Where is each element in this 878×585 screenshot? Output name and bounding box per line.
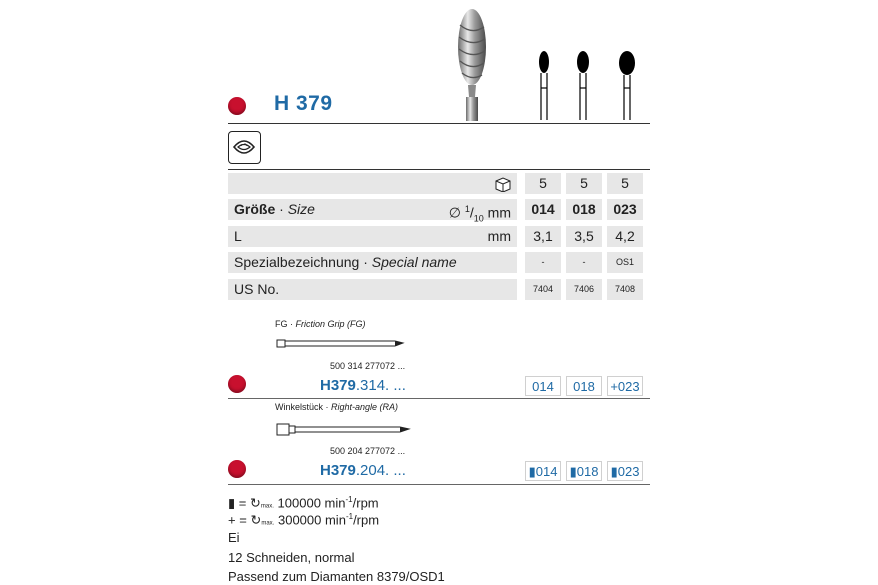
ra-shank-drawing-icon — [275, 419, 415, 439]
special-name-014: - — [525, 252, 561, 273]
fg-shank-drawing-icon — [275, 333, 405, 353]
length-row — [228, 226, 517, 247]
variant-fg-shank-label: FG · Friction Grip (FG) — [275, 319, 366, 329]
rotation-icon: ↻ — [250, 512, 262, 528]
special-name-row: Spezialbezeichnung · Special name — [228, 252, 517, 273]
rotation-icon: ↻ — [250, 495, 261, 511]
note-shape: Ei — [228, 530, 240, 545]
variant-fg-ref: 500 314 277072 ... — [330, 361, 406, 371]
package-qty-023: 5 — [607, 173, 643, 194]
length-value-014: 3,1 — [525, 226, 561, 247]
application-icon-box — [228, 131, 261, 164]
variant-fg-divider — [228, 398, 650, 399]
variant-fg-option-023[interactable]: +023 — [607, 376, 643, 396]
header-divider — [228, 123, 650, 124]
red-indicator-dot — [228, 97, 246, 115]
legend-speed-2: + = ↻max. 300000 $\min^{-1}$/rpm — [228, 512, 380, 528]
variant-fg-code: H379.314. ... — [320, 377, 406, 394]
length-value-018: 3,5 — [566, 226, 602, 247]
us-no-row — [228, 279, 517, 300]
size-value-018: 018 — [566, 199, 602, 220]
variant-ra-ref: 500 204 277072 ... — [330, 446, 406, 456]
special-name-label-de: Spezialbezeichnung — [234, 254, 360, 270]
icon-divider — [228, 169, 650, 170]
silhouette-023-icon — [614, 48, 640, 120]
us-no-label: US No. — [234, 281, 280, 297]
variant-fg-option-018[interactable]: 018 — [566, 376, 602, 396]
length-unit: mm — [487, 228, 511, 244]
length-value-023: 4,2 — [607, 226, 643, 247]
size-value-023: 023 — [607, 199, 643, 220]
size-label-en: Size — [287, 201, 315, 217]
us-no-018: 7406 — [566, 279, 602, 300]
special-name-018: - — [566, 252, 602, 273]
variant-fg-dot — [228, 375, 246, 393]
us-no-023: 7408 — [607, 279, 643, 300]
package-qty-018: 5 — [566, 173, 602, 194]
note-matching-diamond: Passend zum Diamanten 8379/OSD1 — [228, 569, 445, 584]
silhouette-014-icon — [533, 48, 555, 120]
size-label-de: Größe — [234, 201, 276, 217]
special-name-label-en: Special name — [371, 254, 457, 270]
variant-ra-dot — [228, 460, 246, 478]
package-row — [228, 173, 517, 194]
length-label: L — [234, 228, 242, 244]
package-qty-014: 5 — [525, 173, 561, 194]
silhouette-018-icon — [572, 48, 594, 120]
size-unit: ∅ $^1/_{10}$ mm — [448, 204, 511, 224]
variant-ra-divider — [228, 484, 650, 485]
package-box-icon — [494, 176, 512, 192]
bur-photo-icon — [448, 5, 496, 123]
size-row: Größe · Size ∅ $^1/_{10}$ mm — [228, 199, 517, 220]
variant-fg-option-014[interactable]: 014 — [525, 376, 561, 396]
variant-ra-option-023[interactable]: ▮023 — [607, 461, 643, 481]
note-blades: 12 Schneiden, normal — [228, 550, 355, 565]
variant-ra-option-018[interactable]: ▮018 — [566, 461, 602, 481]
variant-ra-shank-label: Winkelstück · Right-angle (RA) — [275, 402, 399, 412]
us-no-014: 7404 — [525, 279, 561, 300]
size-value-014: 014 — [525, 199, 561, 220]
tooth-application-icon — [229, 132, 259, 162]
page-title: H 379 — [274, 92, 333, 115]
variant-ra-code: H379.204. ... — [320, 462, 406, 479]
legend-speed-1: ▮ = ↻max. 100000 $\min^{-1}$/rpm — [228, 495, 379, 511]
variant-ra-option-014[interactable]: ▮014 — [525, 461, 561, 481]
special-name-023: OS1 — [607, 252, 643, 273]
